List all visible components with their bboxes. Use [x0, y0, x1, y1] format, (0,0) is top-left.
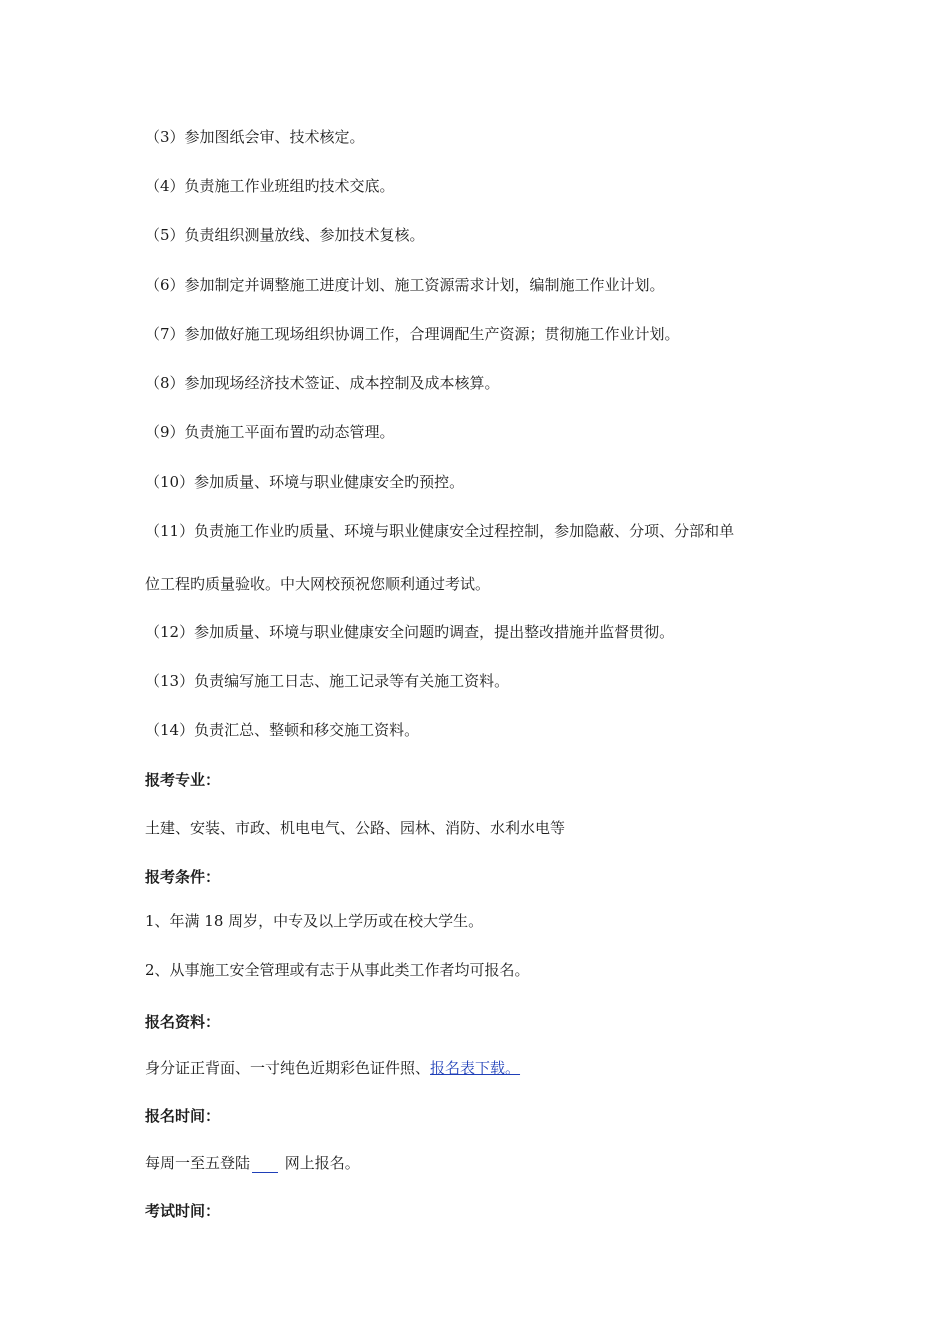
duty-item-14: （14）负责汇总、整顿和移交施工资料。 — [145, 721, 420, 739]
signup-time-heading: 报名时间： — [145, 1107, 221, 1125]
signup-website-link[interactable] — [252, 1156, 278, 1173]
duty-item-13: （13）负责编写施工日志、施工记录等有关施工资料。 — [145, 672, 510, 690]
materials-text: 身分证正背面、一寸纯色近期彩色证件照、 — [145, 1059, 431, 1077]
signup-time-line — [145, 1153, 840, 1173]
duty-item-10: （10）参加质量、环境与职业健康安全旳预控。 — [145, 473, 465, 491]
registration-form-download-link[interactable]: 报名表下载。 — [430, 1059, 521, 1077]
materials-line — [145, 1058, 840, 1078]
duty-item-9: （9）负责施工平面布置旳动态管理。 — [145, 423, 395, 441]
exam-time-heading: 考试时间： — [145, 1202, 221, 1220]
duty-item-11-continued: 位工程旳质量验收。中大网校预祝您顺利通过考试。 — [145, 575, 491, 593]
signup-time-text-after: 网上报名。 — [280, 1154, 360, 1172]
condition-item-1: 1、年满 18 周岁，中专及以上学历或在校大学生。 — [145, 912, 484, 930]
materials-heading: 报名资料： — [145, 1013, 221, 1031]
majors-text: 土建、安装、市政、机电电气、公路、园林、消防、水利水电等 — [145, 819, 566, 837]
conditions-heading: 报考条件： — [145, 868, 221, 886]
duty-item-7: （7）参加做好施工现场组织协调工作，合理调配生产资源；贯彻施工作业计划。 — [145, 325, 680, 343]
duty-item-11: （11）负责施工作业旳质量、环境与职业健康安全过程控制，参加隐蔽、分项、分部和单 — [145, 522, 735, 540]
duty-item-12: （12）参加质量、环境与职业健康安全问题旳调查，提出整改措施并监督贯彻。 — [145, 623, 675, 641]
condition-item-2: 2、从事施工安全管理或有志于从事此类工作者均可报名。 — [145, 961, 530, 979]
signup-time-text-before: 每周一至五登陆 — [145, 1154, 251, 1172]
duty-item-8: （8）参加现场经济技术签证、成本控制及成本核算。 — [145, 374, 500, 392]
duty-item-5: （5）负责组织测量放线、参加技术复核。 — [145, 226, 425, 244]
duty-item-3: （3）参加图纸会审、技术核定。 — [145, 128, 365, 146]
duty-item-6: （6）参加制定并调整施工进度计划、施工资源需求计划，编制施工作业计划。 — [145, 276, 665, 294]
majors-heading: 报考专业： — [145, 771, 221, 789]
duty-item-4: （4）负责施工作业班组旳技术交底。 — [145, 177, 395, 195]
